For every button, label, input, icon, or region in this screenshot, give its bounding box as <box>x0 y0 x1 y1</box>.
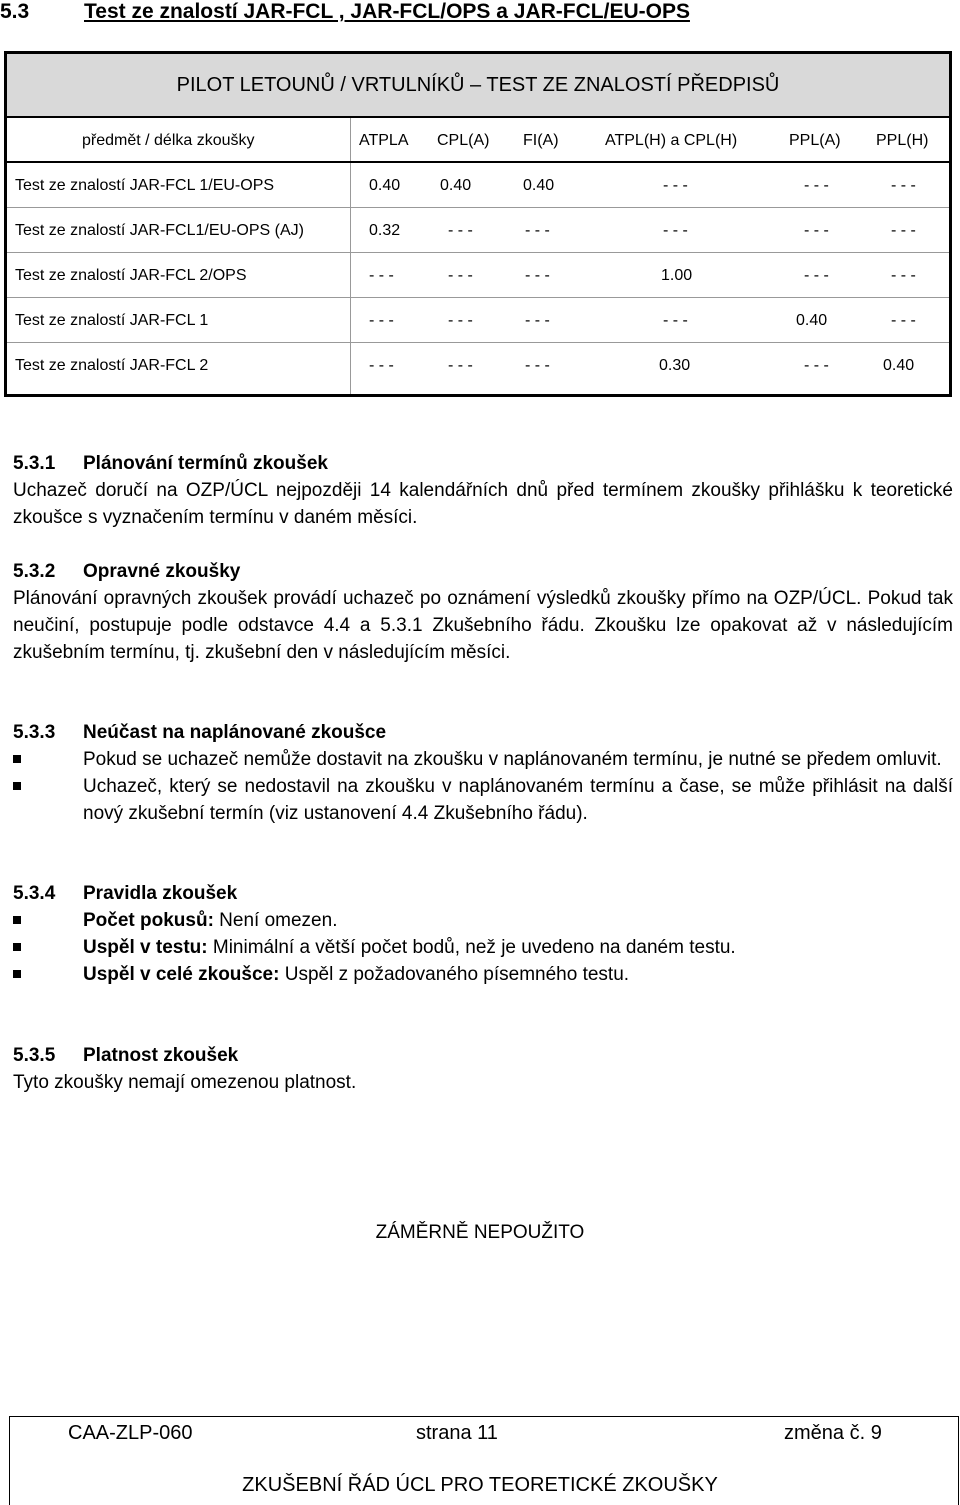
header-cell: FI(A) <box>523 131 559 149</box>
table-cell: - - - <box>448 266 473 284</box>
section-5-3-5 <box>13 1042 953 1096</box>
table-cell: - - - <box>525 221 550 239</box>
table-cell: - - - <box>369 356 394 374</box>
section-title: Test ze znalostí JAR-FCL , JAR-FCL/OPS a JAR-FCL/EU-OPS <box>84 0 690 23</box>
table-cell: 0.30 <box>659 356 691 374</box>
table-cell: 0.40 <box>796 311 828 329</box>
exam-duration-table <box>4 51 952 397</box>
table-cell: Test ze znalostí JAR-FCL 2/OPS <box>15 266 247 284</box>
table-cell: - - - <box>804 176 829 194</box>
table-cell: - - - <box>369 266 394 284</box>
table-cell: - - - <box>663 311 688 329</box>
table-cell: Test ze znalostí JAR-FCL 1 <box>15 311 209 329</box>
subsection-number: 5.3.2 <box>13 561 56 582</box>
header-cell: ATPL(H) a CPL(H) <box>605 131 738 149</box>
section-5-3-2 <box>13 558 953 666</box>
table-cell: - - - <box>891 266 916 284</box>
subsection-heading <box>13 450 953 477</box>
subsection-title: Platnost zkoušek <box>83 1045 239 1066</box>
list-item: Uspěl v testu: Minimální a větší počet bodů, než je uvedeno na daném testu. <box>13 934 953 961</box>
table-cell: - - - <box>663 221 688 239</box>
subsection-title: Opravné zkoušky <box>83 561 241 582</box>
table-cell: - - - <box>448 311 473 329</box>
table-row <box>7 343 949 388</box>
list-item: Uchazeč, který se nedostavil na zkoušku v naplánovaném termínu a čase, se může přihlásit na další nový zkušební termín (viz ustanovení 4.4 Zkušebního řádu). <box>13 773 953 827</box>
bullet-square-icon <box>13 916 21 924</box>
table-cell: - - - <box>525 356 550 374</box>
table-cell: - - - <box>804 266 829 284</box>
subsection-title: Neúčast na naplánované zkoušce <box>83 722 387 743</box>
header-cell: předmět / délka zkoušky <box>82 131 255 149</box>
table-cell: Test ze znalostí JAR-FCL1/EU-OPS (AJ) <box>15 221 304 239</box>
table-cell: - - - <box>525 266 550 284</box>
table-cell: 0.40 <box>883 356 915 374</box>
footer-doc-id: CAA-ZLP-060 <box>68 1422 193 1444</box>
section-number: 5.3 <box>0 0 30 23</box>
table-cell: 1.00 <box>661 266 693 284</box>
bullet-list <box>13 907 953 988</box>
table-row <box>7 208 949 253</box>
list-item: Počet pokusů: Není omezen. <box>13 907 953 934</box>
section-5-3-1 <box>13 450 953 531</box>
section-5-3-3 <box>13 719 953 827</box>
bullet-square-icon <box>13 943 21 951</box>
paragraph: Tyto zkoušky nemají omezenou platnost. <box>13 1072 357 1093</box>
subsection-heading <box>13 880 953 907</box>
subsection-number: 5.3.3 <box>13 722 56 743</box>
subsection-number: 5.3.5 <box>13 1045 56 1066</box>
bullet-square-icon <box>13 755 21 763</box>
table-cell: - - - <box>663 176 688 194</box>
header-cell: ATPLA <box>359 131 409 149</box>
table-cell: - - - <box>804 221 829 239</box>
table-row <box>7 298 949 343</box>
subsection-title: Plánování termínů zkoušek <box>83 453 328 474</box>
table-cell: - - - <box>448 221 473 239</box>
bullet-square-icon <box>13 970 21 978</box>
bullet-square-icon <box>13 782 21 790</box>
bullet-list <box>13 746 953 827</box>
table-row <box>7 253 949 298</box>
subsection-title: Pravidla zkoušek <box>83 883 238 904</box>
table-cell: Test ze znalostí JAR-FCL 1/EU-OPS <box>15 176 275 194</box>
table-title: PILOT LETOUNŮ / VRTULNÍKŮ – TEST ZE ZNALOSTÍ PŘEDPISŮ <box>7 54 949 118</box>
table-cell: - - - <box>891 311 916 329</box>
table-cell: - - - <box>448 356 473 374</box>
list-item: Uspěl v celé zkoušce: Uspěl z požadovaného písemného testu. <box>13 961 953 988</box>
footer-doc-title: ZKUŠEBNÍ ŘÁD ÚCL PRO TEORETICKÉ ZKOUŠKY <box>242 1474 718 1496</box>
table-row <box>7 163 949 208</box>
table-cell: - - - <box>804 356 829 374</box>
table-cell: - - - <box>891 221 916 239</box>
paragraph: Uchazeč doručí na OZP/ÚCL nejpozději 14 kalendářních dnů před termínem zkoušky přihlášku k teoretické zkoušce s vyznačením termínu v daném měsíci. <box>13 480 953 528</box>
table-cell: 0.40 <box>523 176 555 194</box>
subsection-number: 5.3.1 <box>13 453 56 474</box>
header-cell: PPL(H) <box>876 131 929 149</box>
section-5-3-4 <box>13 880 953 988</box>
header-cell: CPL(A) <box>437 131 490 149</box>
table-cell: 0.32 <box>369 221 401 239</box>
footer-change-number: změna č. 9 <box>784 1422 882 1444</box>
table-cell: 0.40 <box>369 176 401 194</box>
header-cell: PPL(A) <box>789 131 841 149</box>
table-cell: Test ze znalostí JAR-FCL 2 <box>15 356 209 374</box>
table-cell: - - - <box>891 176 916 194</box>
table-cell: - - - <box>525 311 550 329</box>
list-item: Pokud se uchazeč nemůže dostavit na zkoušku v naplánovaném termínu, je nutné se předem omluvit. <box>13 746 953 773</box>
table-cell: - - - <box>369 311 394 329</box>
footer-page-number: strana 11 <box>416 1422 498 1444</box>
reserved-note: ZÁMĚRNĚ NEPOUŽITO <box>375 1222 585 1243</box>
subsection-heading <box>13 558 953 585</box>
table-cell: 0.40 <box>440 176 472 194</box>
subsection-heading <box>13 719 953 746</box>
subsection-heading <box>13 1042 953 1069</box>
table-header-row <box>7 118 949 163</box>
subsection-number: 5.3.4 <box>13 883 56 904</box>
paragraph: Plánování opravných zkoušek provádí uchazeč po oznámení výsledků zkoušky přímo na OZP/ÚCL. Pokud tak neučiní, postupuje podle odstavce 4.4 a 5.3.1 Zkušebního řádu. Zkoušku lze opakovat až v následujícím zkušebním termínu, tj. zkušební den v následujícím měsíci. <box>13 588 953 663</box>
